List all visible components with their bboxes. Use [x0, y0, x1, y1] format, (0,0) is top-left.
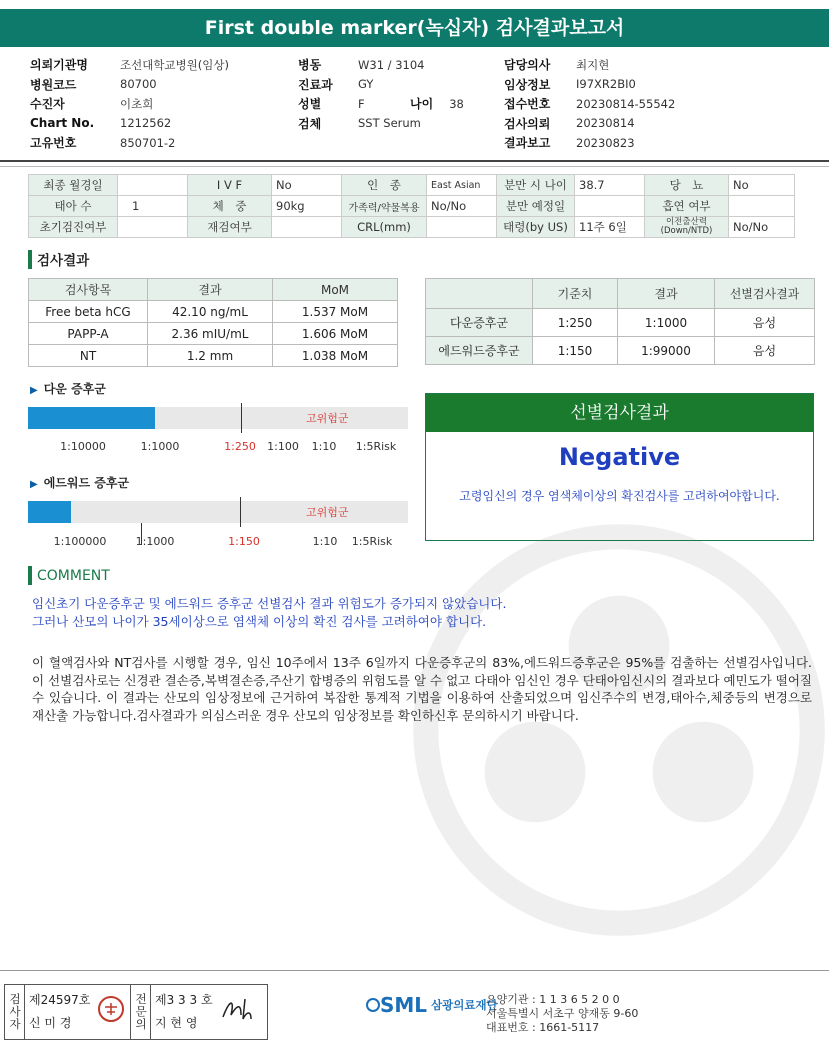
comment-text: [32, 595, 506, 631]
label-sex: 성별: [298, 97, 322, 112]
marker-table: [28, 278, 398, 367]
header-cell: 선별검사결과: [715, 279, 815, 309]
cell: 당 뇨: [645, 175, 729, 196]
patient-col1-labels: [30, 55, 120, 153]
watermark-logo: [409, 520, 829, 940]
cell: 최종 월경일: [29, 175, 118, 196]
results-heading-text: 검사결과: [37, 253, 90, 269]
cell: 초기검진여부: [29, 217, 118, 238]
down-gauge-cutoff: [241, 403, 242, 433]
tick-label: 1:10: [311, 440, 337, 453]
patient-info: [0, 55, 829, 155]
triangle-icon: ▶: [30, 385, 38, 396]
patient-col3-values: [576, 55, 675, 153]
label-patient: 수진자: [30, 97, 65, 112]
edwards-high-risk-label: 고위험군: [306, 506, 349, 519]
tick-label: 1:100000: [53, 535, 107, 548]
cell: 1: [118, 196, 188, 217]
tester-label-text: 검사자: [8, 993, 22, 1031]
tester-license-no: 제24597호: [29, 993, 91, 1007]
header-cell: 기준치: [533, 279, 618, 309]
label-clinical-info: 임상정보: [504, 77, 551, 92]
lab-logo: [366, 993, 498, 1017]
header-cell: 결과: [618, 279, 715, 309]
logo-mark-icon: [366, 998, 380, 1012]
cell: 1:150: [533, 337, 618, 365]
cell: East Asian: [427, 175, 497, 196]
institution-info: [486, 993, 638, 1035]
cell: 42.10 ng/mL: [148, 301, 273, 323]
institution-code: 요양기관 : 1 1 3 6 5 2 0 0: [486, 993, 620, 1006]
tick-label: 1:1000: [140, 440, 180, 453]
cell: [118, 217, 188, 238]
value-doctor: 최지현: [576, 57, 610, 72]
value-ward: W31 / 3104: [358, 57, 425, 72]
specialist-name: 지 현 영: [155, 1016, 198, 1030]
edwards-risk-gauge: [28, 501, 408, 523]
cell: 1.2 mm: [148, 345, 273, 367]
value-sex: F: [358, 96, 365, 111]
tester-cell: [25, 985, 131, 1039]
comment-line: 그러나 산모의 나이가 35세이상으로 염색체 이상의 확진 검사를 고려하여야 합니다.: [32, 614, 487, 629]
cell: 태령(by US): [497, 217, 575, 238]
label-chart-no: Chart No.: [30, 116, 95, 131]
patient-col3-labels: [504, 55, 550, 153]
cell: [427, 217, 497, 238]
table-header-row: [29, 279, 398, 301]
cell: NT: [29, 345, 148, 367]
cell: 1.537 MoM: [273, 301, 398, 323]
value-report-date: 20230823: [576, 135, 635, 150]
down-gauge-label-text: 다운 증후군: [43, 382, 106, 396]
tick-label: 1:100: [267, 440, 299, 453]
cell: 인 종: [342, 175, 427, 196]
seal-icon: [97, 995, 125, 1023]
tick-label: 1:5Risk: [351, 535, 393, 548]
institution-address: 서울특별시 서초구 양재동 9-60: [486, 1007, 639, 1020]
cell: 다운증후군: [426, 309, 533, 337]
cell: No/No: [729, 217, 795, 238]
label-doctor: 담당의사: [504, 58, 551, 73]
cell: 11주 6일: [575, 217, 645, 238]
label-department: 진료과: [298, 77, 333, 92]
cell: PAPP-A: [29, 323, 148, 345]
cell: 태아 수: [29, 196, 118, 217]
specialist-license-no: 제3 3 3 호: [155, 993, 213, 1007]
value-chart-no: 1212562: [120, 116, 172, 131]
value-receipt-no: 20230814-55542: [576, 96, 676, 111]
screening-heading: 선별검사결과: [426, 394, 813, 432]
divider: [0, 166, 829, 167]
cell: 2.36 mIU/mL: [148, 323, 273, 345]
triangle-icon: ▶: [30, 479, 38, 490]
comment-heading-text: COMMENT: [37, 567, 110, 584]
value-unique-no: 850701-2: [120, 135, 176, 150]
cell: 1:99000: [618, 337, 715, 365]
table-row: [29, 196, 795, 217]
patient-col1-values: [120, 55, 229, 153]
value-department: GY: [358, 77, 374, 92]
specialist-cell: [151, 985, 261, 1039]
down-risk-gauge: [28, 407, 408, 429]
cell: 음성: [715, 337, 815, 365]
patient-col2-labels: [298, 55, 333, 133]
clinical-info-table: [28, 174, 795, 238]
label-institution: 의뢰기관명: [30, 58, 88, 73]
screening-result-box: [425, 393, 814, 541]
tester-label: [5, 985, 25, 1039]
tick-label: 1:150: [228, 535, 260, 548]
value-patient: 이초희: [120, 96, 154, 111]
edwards-gauge-label: [30, 474, 129, 491]
label-hospital-code: 병원코드: [30, 77, 77, 92]
logo-sml-text: SML: [380, 993, 428, 1017]
down-gauge-label: [30, 380, 106, 397]
label-report-date: 결과보고: [504, 136, 551, 151]
cell: CRL(mm): [342, 217, 427, 238]
cell: 90kg: [272, 196, 342, 217]
table-row: [426, 309, 815, 337]
table-row: [29, 323, 398, 345]
header-cell: MoM: [273, 279, 398, 301]
label-receipt-no: 접수번호: [504, 97, 551, 112]
cell: [272, 217, 342, 238]
cell: Free beta hCG: [29, 301, 148, 323]
tick-label: 1:1000: [135, 535, 175, 548]
cell: No: [272, 175, 342, 196]
cell: 음성: [715, 309, 815, 337]
cell: 1.038 MoM: [273, 345, 398, 367]
cell: [118, 175, 188, 196]
value-hospital-code: 80700: [120, 77, 157, 92]
table-row: [29, 175, 795, 196]
down-high-risk-label: 고위험군: [306, 412, 349, 425]
label-specimen: 검체: [298, 116, 322, 131]
value-request-date: 20230814: [576, 116, 635, 131]
cell: 재검여부: [188, 217, 272, 238]
cell: 체 중: [188, 196, 272, 217]
value-institution: 조선대학교병원(임상): [120, 57, 229, 72]
value-clinical-info: I97XR2BI0: [576, 77, 636, 92]
table-row: [29, 217, 795, 238]
age-group: [410, 94, 464, 114]
header-cell: [426, 279, 533, 309]
screening-result: Negative: [558, 443, 681, 471]
edwards-gauge-cutoff: [240, 497, 241, 527]
value-age: 38: [449, 96, 464, 111]
institution-phone: 대표번호 : 1661-5117: [486, 1021, 600, 1034]
logo-name-text: 삼광의료재단: [431, 998, 498, 1012]
table-row: [29, 301, 398, 323]
cell: 에드워드증후군: [426, 337, 533, 365]
tick-label: 1:10: [312, 535, 338, 548]
footer-divider: [0, 970, 829, 971]
cell: 38.7: [575, 175, 645, 196]
table-header-row: [426, 279, 815, 309]
table-row: [29, 345, 398, 367]
table-row: [426, 337, 815, 365]
tick-label: 1:250: [224, 440, 256, 453]
cell: 가족력/약물복용: [342, 196, 427, 217]
cell: 1.606 MoM: [273, 323, 398, 345]
header-cell: 결과: [148, 279, 273, 301]
cell: [575, 196, 645, 217]
cell: No/No: [427, 196, 497, 217]
screening-note: 고령임신의 경우 염색체이상의 확진검사를 고려하여야합니다.: [459, 489, 780, 503]
tick-label: 1:5Risk: [355, 440, 397, 453]
label-request-date: 검사의뢰: [504, 116, 551, 131]
label-unique-no: 고유번호: [30, 136, 77, 151]
results-heading: [28, 249, 89, 269]
report-title: First double marker(녹십자) 검사결과보고서: [0, 9, 829, 47]
tester-name: 신 미 경: [29, 1016, 72, 1030]
specialist-label: [131, 985, 151, 1039]
description-text: 이 혈액검사와 NT검사를 시행할 경우, 임신 10주에서 13주 6일까지 다운증후군의 83%,에드워드증후군은 95%를 검출하는 선별검사입니다. 이 선별검사로는 신경관 결손증,복벽결손증,주산기 합병증의 위험도를 알 수 없고 다태아 임신인 경우 단태아임신시의 결과보다 예민도가 떨어질 수 있습니다. 이 결과는 산모의 임상정보에 근거하여 복잡한 통계적 기법을 이용하여 산출되었으며 임신주수의 변경,태아수,체중등의 변경으로 재산출 가능합니다.검사결과가 의심스러운 경우 산모의 임상정보를 확인하신후 문의하시기 바랍니다.: [32, 655, 812, 723]
cell: 흡연 여부: [645, 196, 729, 217]
signature-icon: [217, 993, 257, 1025]
cell: No: [729, 175, 795, 196]
header-cell: 검사항목: [29, 279, 148, 301]
cell: 1:1000: [618, 309, 715, 337]
cell: I V F: [188, 175, 272, 196]
cell: 1:250: [533, 309, 618, 337]
label-ward: 병동: [298, 58, 322, 73]
edwards-gauge-label-text: 에드워드 증후군: [43, 476, 130, 490]
specialist-label-text: 전문의: [134, 993, 148, 1031]
down-gauge-fill: [28, 407, 155, 429]
divider: [0, 160, 829, 162]
comment-line: 임신초기 다운증후군 및 에드워드 증후군 선별검사 결과 위험도가 증가되지 않았습니다.: [32, 596, 507, 611]
tick-label: 1:10000: [60, 440, 106, 453]
edwards-gauge-fill: [28, 501, 71, 523]
label-age: 나이: [410, 97, 434, 112]
risk-table: [425, 278, 815, 365]
value-specimen: SST Serum: [358, 116, 421, 131]
cell: [729, 196, 795, 217]
cell: 이전출산력 (Down/NTD): [645, 217, 729, 238]
cell: 분만 예정일: [497, 196, 575, 217]
comment-heading: [28, 566, 110, 585]
signature-box: [4, 984, 268, 1040]
cell: 분만 시 나이: [497, 175, 575, 196]
